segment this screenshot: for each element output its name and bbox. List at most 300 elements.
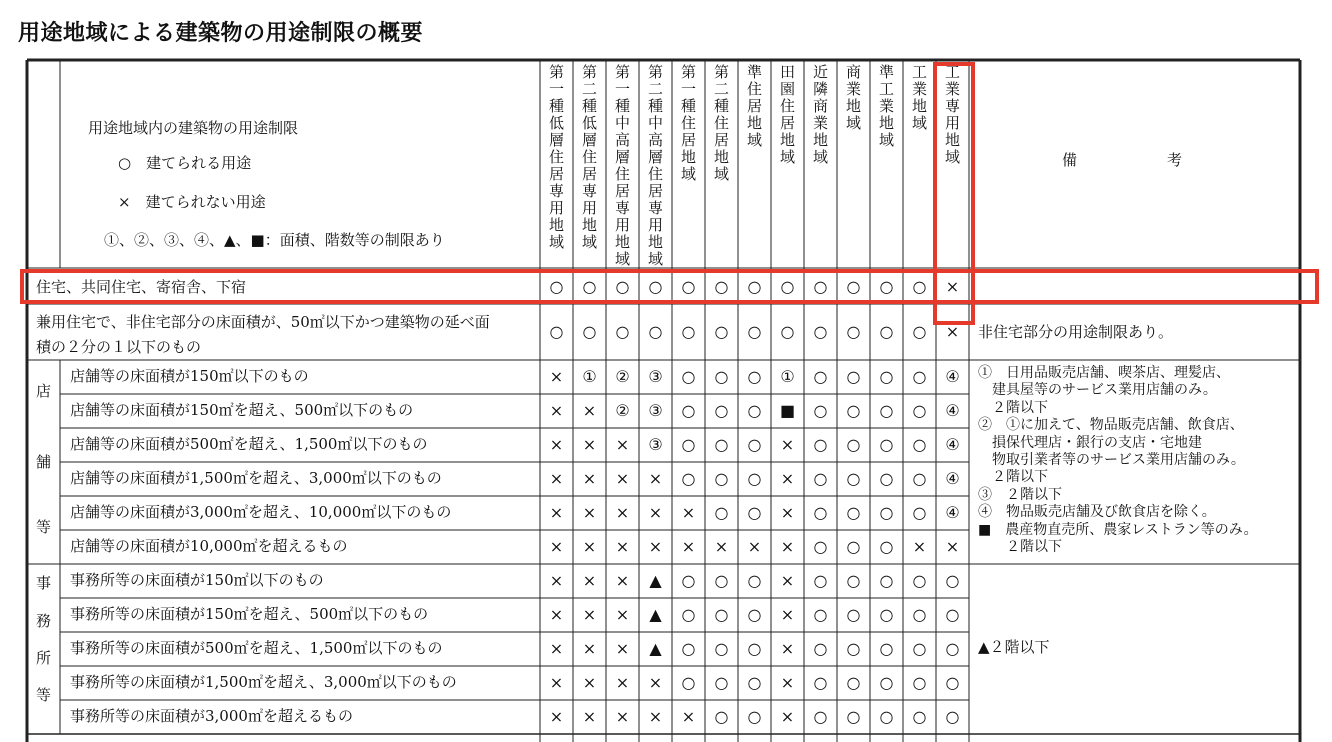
row-label-office: 事務所等の床面積が1,500㎡を超え、3,000㎡以下のもの	[70, 673, 457, 691]
mark-cell: ○	[747, 605, 762, 624]
mark-cell: ○	[813, 367, 828, 386]
mark-cell: ○	[714, 605, 729, 624]
zone-header-1	[542, 64, 571, 251]
mark-cell: ○	[846, 401, 861, 420]
mark-cell: ×	[549, 435, 564, 454]
mark-cell: ○	[879, 435, 894, 454]
mark-cell: ×	[549, 639, 564, 658]
zone-header-13	[938, 64, 967, 166]
mark-cell: ○	[714, 322, 729, 341]
mark-cell: ×	[549, 367, 564, 386]
mark-cell: ×	[780, 605, 795, 624]
mark-cell: ×	[648, 503, 663, 522]
mark-cell: ×	[945, 537, 960, 556]
mark-cell: ○	[846, 277, 861, 296]
zone-header-char: 高	[647, 131, 663, 149]
mark-cell: ×	[549, 469, 564, 488]
mark-cell: ○	[846, 673, 861, 692]
zone-header-7	[740, 64, 769, 149]
mark-cell: ○	[879, 277, 894, 296]
zone-header-char: 種	[548, 97, 564, 115]
zone-header-char: 域	[647, 250, 663, 268]
zone-header-4	[641, 64, 670, 268]
zone-header-char: 住	[614, 165, 630, 183]
mark-cell: ×	[615, 435, 630, 454]
zone-header-char: 用	[548, 199, 564, 217]
mark-cell: ×	[582, 469, 597, 488]
shop-note: ■ 農産物直売所、農家レストラン等のみ。	[978, 521, 1258, 538]
shop-note: 物取引業者等のサービス業用店舗のみ。	[978, 452, 1245, 468]
zone-header-char: 地	[845, 97, 861, 115]
shop-note: ③ ２階以下	[978, 486, 1062, 503]
mark-cell: ×	[582, 639, 597, 658]
group-label-shops: 舗	[36, 453, 52, 471]
mark-cell: ○	[912, 367, 927, 386]
mark-cell: ④	[945, 401, 960, 420]
mark-cell: ○	[813, 469, 828, 488]
mark-cell: ④	[945, 367, 960, 386]
mark-cell: ○	[780, 322, 795, 341]
page-title: 用途地域による建築物の用途制限の概要	[18, 21, 424, 46]
mark-cell: ×	[549, 537, 564, 556]
mark-cell: ○	[747, 367, 762, 386]
zone-header-char: 種	[713, 97, 729, 115]
zone-header-char: 地	[713, 148, 729, 166]
mark-cell: ○	[846, 571, 861, 590]
mark-cell: ○	[714, 469, 729, 488]
mark-cell: ①	[582, 367, 597, 386]
zone-header-char: 住	[647, 165, 663, 183]
mark-cell: ○	[912, 401, 927, 420]
mark-cell: ×	[549, 503, 564, 522]
mark-cell: ○	[582, 322, 597, 341]
mark-cell: ○	[681, 571, 696, 590]
zone-header-11	[872, 64, 901, 149]
zone-header-char: 商	[812, 97, 828, 115]
mark-cell: ×	[648, 673, 663, 692]
group-label-shops: 店	[36, 382, 52, 400]
mark-cell: ×	[615, 469, 630, 488]
shop-note: ② ①に加えて、物品販売店舗、飲食店、	[978, 417, 1244, 434]
mark-cell: ×	[549, 401, 564, 420]
zone-header-char: 地	[878, 114, 894, 132]
zone-header-char: 用	[581, 199, 597, 217]
mark-cell: ○	[549, 277, 564, 296]
legend-title: 用途地域内の建築物の用途制限	[88, 119, 299, 137]
mark-cell: ○	[681, 469, 696, 488]
mark-cell: ○	[747, 435, 762, 454]
zone-header-char: 地	[680, 148, 696, 166]
mark-cell: ○	[681, 605, 696, 624]
row-label-office: 事務所等の床面積が150㎡以下のもの	[70, 571, 324, 589]
shop-note: ① 日用品販売店舗、喫茶店、理髪店、	[978, 365, 1230, 381]
mark-cell: ○	[945, 605, 960, 624]
mark-cell: ○	[846, 367, 861, 386]
mark-cell: ○	[813, 322, 828, 341]
zone-header-char: 一	[548, 80, 564, 98]
mark-cell: ○	[846, 322, 861, 341]
mark-cell: ○	[912, 435, 927, 454]
mark-cell: ○	[813, 537, 828, 556]
mark-cell: ○	[879, 401, 894, 420]
mark-cell: ○	[879, 367, 894, 386]
zone-header-char: 低	[548, 114, 564, 132]
mark-cell: ○	[813, 401, 828, 420]
mark-cell: ○	[681, 435, 696, 454]
zone-header-5	[674, 64, 703, 183]
mark-cell: ○	[615, 277, 630, 296]
zone-header-char: 域	[581, 233, 597, 251]
mark-cell: ○	[648, 277, 663, 296]
zone-header-char: 種	[647, 97, 663, 115]
row-label-housing: 住宅、共同住宅、寄宿舎、下宿	[36, 278, 247, 296]
zone-header-char: 商	[845, 63, 861, 81]
zone-header-char: 居	[779, 114, 795, 132]
zone-header-char: 用	[944, 114, 960, 132]
mark-cell: ○	[747, 322, 762, 341]
zone-header-char: 第	[713, 63, 729, 81]
mark-cell: ○	[813, 277, 828, 296]
zone-header-char: 専	[614, 199, 630, 217]
mark-cell: ○	[714, 707, 729, 726]
zone-header-char: 地	[944, 131, 960, 149]
mark-cell: ▲	[649, 639, 662, 658]
mark-cell: ○	[747, 673, 762, 692]
mark-cell: ○	[813, 571, 828, 590]
mark-cell: ○	[747, 639, 762, 658]
zone-header-char: 住	[548, 148, 564, 166]
zone-header-char: 工	[911, 63, 927, 81]
zone-header-3	[608, 64, 637, 268]
zone-header-char: 準	[746, 63, 762, 81]
mark-cell: ○	[879, 322, 894, 341]
mark-cell: ○	[648, 322, 663, 341]
zone-header-char: 一	[680, 80, 696, 98]
zone-header-char: 専	[581, 182, 597, 200]
mark-cell: ○	[747, 401, 762, 420]
mark-cell: ×	[582, 571, 597, 590]
mark-cell: ○	[879, 469, 894, 488]
zone-header-char: 地	[812, 131, 828, 149]
group-label-shops: 等	[36, 518, 52, 536]
zone-header-char: 域	[878, 131, 894, 149]
remark-mixed-use: 非住宅部分の用途制限あり。	[978, 323, 1174, 341]
zone-header-char: 専	[944, 97, 960, 115]
mark-cell: ○	[714, 401, 729, 420]
zone-header-char: 域	[911, 114, 927, 132]
mark-cell: ×	[615, 673, 630, 692]
mark-cell: ■	[779, 401, 796, 420]
mark-cell: ○	[615, 322, 630, 341]
zone-header-char: 域	[548, 233, 564, 251]
zone-header-6	[707, 64, 736, 183]
zone-header-char: 用	[614, 216, 630, 234]
zone-header-char: 域	[680, 165, 696, 183]
zone-header-char: 隣	[812, 80, 828, 98]
row-label-office: 事務所等の床面積が3,000㎡を超えるもの	[70, 707, 353, 725]
mark-cell: ○	[681, 639, 696, 658]
zone-header-char: 層	[581, 131, 597, 149]
mark-cell: ○	[747, 503, 762, 522]
zone-header-char: 近	[812, 63, 828, 81]
zone-header-char: 域	[713, 165, 729, 183]
mark-cell: ×	[549, 673, 564, 692]
zone-header-char: 地	[614, 233, 630, 251]
mark-cell: ×	[549, 571, 564, 590]
mark-cell: ×	[780, 435, 795, 454]
mark-cell: ○	[945, 673, 960, 692]
zone-header-char: 地	[779, 131, 795, 149]
zone-header-char: 第	[647, 63, 663, 81]
zone-header-char: 居	[713, 131, 729, 149]
zone-header-char: 二	[647, 80, 663, 98]
mark-cell: ○	[912, 605, 927, 624]
mark-cell: ×	[681, 707, 696, 726]
zone-header-char: 種	[581, 97, 597, 115]
zone-header-char: 用	[647, 216, 663, 234]
row-label-shop: 店舗等の床面積が150㎡以下のもの	[70, 367, 309, 385]
mark-cell: ×	[780, 571, 795, 590]
mark-cell: ○	[681, 401, 696, 420]
zone-header-char: 専	[647, 199, 663, 217]
mark-cell: ○	[681, 673, 696, 692]
mark-cell: ○	[714, 367, 729, 386]
remarks-header: 備 考	[1062, 151, 1183, 169]
zone-header-char: 業	[911, 80, 927, 98]
shop-note: ２階以下	[978, 469, 1048, 486]
mark-cell: ×	[549, 605, 564, 624]
zone-header-char: 層	[647, 148, 663, 166]
row-label-mixed-use-line1: 兼用住宅で、非住宅部分の床面積が、50㎡以下かつ建築物の延べ面	[36, 313, 490, 331]
mark-cell: ×	[681, 537, 696, 556]
zone-header-char: 居	[746, 97, 762, 115]
row-label-shop: 店舗等の床面積が10,000㎡を超えるもの	[70, 537, 348, 555]
mark-cell: ○	[912, 503, 927, 522]
shop-note: 建具屋等のサービス業用店舗のみ。	[978, 382, 1217, 399]
mark-cell: ④	[945, 435, 960, 454]
mark-cell: ③	[648, 367, 663, 386]
zone-header-char: 域	[944, 148, 960, 166]
mark-cell: ×	[615, 503, 630, 522]
zone-header-char: 工	[878, 80, 894, 98]
mark-cell: ×	[945, 322, 960, 341]
zone-header-char: 一	[614, 80, 630, 98]
legend-restricted: ①、②、③、④、▲、■：面積、階数等の制限あり	[104, 231, 445, 249]
mark-cell: ○	[846, 537, 861, 556]
zone-header-char: 住	[581, 148, 597, 166]
zone-header-char: 専	[548, 182, 564, 200]
zone-header-char: 域	[779, 148, 795, 166]
mark-cell: ×	[582, 707, 597, 726]
zone-header-char: 低	[581, 114, 597, 132]
zone-header-char: 業	[878, 97, 894, 115]
mark-cell: ○	[681, 277, 696, 296]
mark-cell: ×	[648, 469, 663, 488]
legend-not-allowed: × 建てられない用途	[118, 193, 266, 211]
mark-cell: ○	[879, 639, 894, 658]
mark-cell: ○	[780, 277, 795, 296]
mark-cell: ▲	[649, 571, 662, 590]
mark-cell: ×	[780, 673, 795, 692]
zone-header-char: 業	[845, 80, 861, 98]
legend-allowed: ○ 建てられる用途	[118, 154, 252, 172]
mark-cell: ○	[912, 469, 927, 488]
mark-cell: ○	[813, 673, 828, 692]
mark-cell: ×	[648, 707, 663, 726]
mark-cell: ④	[945, 503, 960, 522]
mark-cell: ○	[879, 673, 894, 692]
group-label-offices: 等	[36, 686, 52, 704]
zone-header-char: 業	[812, 114, 828, 132]
zone-header-char: 域	[845, 114, 861, 132]
mark-cell: ×	[945, 277, 960, 296]
shop-note: ２階以下	[978, 539, 1062, 555]
zone-header-char: 居	[680, 131, 696, 149]
zone-header-char: 域	[746, 131, 762, 149]
group-label-offices: 務	[36, 612, 52, 630]
mark-cell: ○	[714, 435, 729, 454]
row-label-office: 事務所等の床面積が500㎡を超え、1,500㎡以下のもの	[70, 639, 443, 657]
zone-header-char: 田	[779, 63, 795, 81]
zone-header-char: 第	[581, 63, 597, 81]
mark-cell: ○	[747, 571, 762, 590]
row-label-shop: 店舗等の床面積が3,000㎡を超え、10,000㎡以下のもの	[70, 503, 452, 521]
mark-cell: ×	[780, 639, 795, 658]
mark-cell: ③	[648, 435, 663, 454]
mark-cell: ○	[879, 707, 894, 726]
zone-header-char: 域	[812, 148, 828, 166]
zone-header-char: 居	[647, 182, 663, 200]
zone-header-8	[773, 64, 802, 166]
mark-cell: ○	[945, 639, 960, 658]
row-label-mixed-use-line2: 積の２分の１以下のもの	[36, 338, 202, 356]
mark-cell: ×	[582, 537, 597, 556]
shop-note: ２階以下	[978, 399, 1048, 416]
mark-cell: ○	[747, 277, 762, 296]
mark-cell: ○	[846, 435, 861, 454]
mark-cell: ○	[879, 503, 894, 522]
mark-cell: ×	[681, 503, 696, 522]
zone-header-char: 層	[548, 131, 564, 149]
mark-cell: ④	[945, 469, 960, 488]
zone-header-char: 地	[911, 97, 927, 115]
mark-cell: ○	[714, 639, 729, 658]
mark-cell: ○	[714, 503, 729, 522]
mark-cell: ×	[912, 537, 927, 556]
mark-cell: ×	[780, 503, 795, 522]
mark-cell: ○	[846, 503, 861, 522]
mark-cell: ○	[681, 367, 696, 386]
zone-header-char: 種	[680, 97, 696, 115]
mark-cell: ×	[582, 435, 597, 454]
mark-cell: ×	[582, 503, 597, 522]
zone-header-char: 業	[944, 80, 960, 98]
mark-cell: ③	[648, 401, 663, 420]
mark-cell: ○	[912, 571, 927, 590]
zone-header-char: 種	[614, 97, 630, 115]
mark-cell: ○	[879, 571, 894, 590]
mark-cell: ○	[846, 469, 861, 488]
mark-cell: ○	[879, 605, 894, 624]
mark-cell: ○	[747, 469, 762, 488]
mark-cell: ○	[846, 605, 861, 624]
zone-header-char: 住	[779, 97, 795, 115]
zone-header-char: 第	[614, 63, 630, 81]
zone-header-char: 地	[581, 216, 597, 234]
zone-header-char: 園	[779, 80, 795, 98]
zone-header-char: 二	[581, 80, 597, 98]
mark-cell: ×	[582, 673, 597, 692]
mark-cell: ×	[615, 605, 630, 624]
zone-header-char: 第	[680, 63, 696, 81]
zone-header-char: 居	[548, 165, 564, 183]
mark-cell: ×	[615, 537, 630, 556]
mark-cell: ×	[582, 401, 597, 420]
mark-cell: ○	[714, 277, 729, 296]
mark-cell: ○	[912, 707, 927, 726]
zone-header-char: 地	[647, 233, 663, 251]
remark-offices: ▲２階以下	[978, 638, 1050, 656]
mark-cell: ×	[714, 537, 729, 556]
zone-header-char: 工	[944, 63, 960, 81]
mark-cell: ○	[945, 571, 960, 590]
mark-cell: ×	[780, 469, 795, 488]
zone-header-2	[575, 64, 604, 251]
shop-note: 損保代理店・銀行の支店・宅地建	[978, 434, 1202, 451]
zone-header-9	[806, 64, 835, 166]
mark-cell: ×	[615, 571, 630, 590]
group-label-offices: 所	[36, 649, 52, 667]
mark-cell: ○	[912, 639, 927, 658]
zone-header-char: 高	[614, 131, 630, 149]
mark-cell: ○	[813, 707, 828, 726]
mark-cell: ○	[945, 707, 960, 726]
mark-cell: ○	[912, 277, 927, 296]
mark-cell: ○	[813, 605, 828, 624]
mark-cell: ○	[813, 435, 828, 454]
mark-cell: ○	[549, 322, 564, 341]
row-label-shop: 店舗等の床面積が500㎡を超え、1,500㎡以下のもの	[70, 435, 428, 453]
mark-cell: ○	[846, 707, 861, 726]
zone-header-char: 中	[614, 114, 630, 132]
zone-header-char: 地	[548, 216, 564, 234]
zone-header-char: 域	[614, 250, 630, 268]
mark-cell: ○	[747, 707, 762, 726]
zone-header-char: 居	[581, 165, 597, 183]
mark-cell: ○	[813, 639, 828, 658]
mark-cell: ②	[615, 401, 630, 420]
row-label-office: 事務所等の床面積が150㎡を超え、500㎡以下のもの	[70, 605, 429, 623]
mark-cell: ○	[879, 537, 894, 556]
zone-header-char: 住	[680, 114, 696, 132]
mark-cell: ○	[714, 571, 729, 590]
mark-cell: ×	[615, 639, 630, 658]
zone-header-char: 居	[614, 182, 630, 200]
mark-cell: ○	[681, 322, 696, 341]
mark-cell: ×	[747, 537, 762, 556]
mark-cell: ×	[549, 707, 564, 726]
zone-header-char: 準	[878, 63, 894, 81]
mark-cell: ②	[615, 367, 630, 386]
shop-note: ④ 物品販売店舗及び飲食店を除く。	[978, 504, 1216, 521]
zone-header-char: 中	[647, 114, 663, 132]
row-label-shop: 店舗等の床面積が150㎡を超え、500㎡以下のもの	[70, 401, 414, 419]
mark-cell: ×	[780, 537, 795, 556]
mark-cell: ×	[648, 537, 663, 556]
mark-cell: ①	[780, 367, 795, 386]
zone-header-char: 層	[614, 148, 630, 166]
zone-header-10	[839, 64, 868, 132]
